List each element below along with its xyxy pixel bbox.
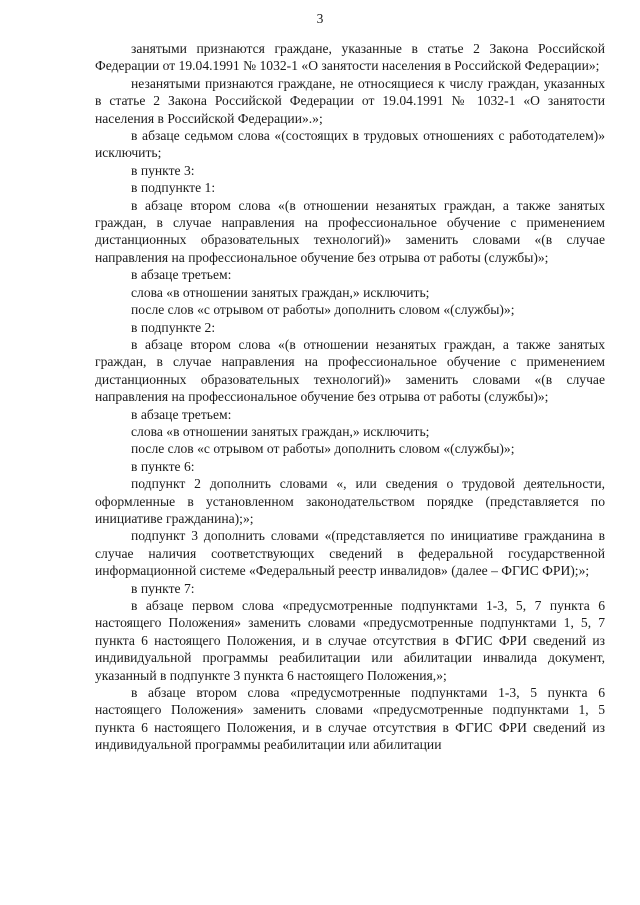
paragraph: подпункт 2 дополнить словами «, или сведения о трудовой деятельности, оформленные в установленном законодательством порядке (представляется по инициативе гражданина);»; [95, 476, 605, 526]
paragraph: занятыми признаются граждане, указанные в статье 2 Закона Российской Федерации от 19.04.1991 № 1032-1 «О занятости населения в Российской Федерации»; [95, 41, 605, 74]
paragraph: в абзаце седьмом слова «(состоящих в трудовых отношениях с работодателем)» исключить; [95, 128, 605, 161]
paragraph: в абзаце втором слова «(в отношении незанятых граждан, а также занятых граждан, в случае направления на профессиональное обучение с применением дистанционных образовательных технологий)» заменить словами «(в случае направления на профессиональное обучение без отрыва от работы (службы)»; [95, 197, 605, 265]
paragraph: в пункте 3: [131, 162, 195, 178]
paragraph: в абзаце третьем: [131, 267, 232, 283]
paragraph: в абзаце втором слова «предусмотренные подпунктами 1-3, 5 пункта 6 настоящего Положения» заменить словами «предусмотренные подпунктами 1, 5 пункта 6 настоящего Положения, и в случае отсутствия в ФГИС ФРИ сведений из индивидуальной программы реабилитации или абилитации [95, 685, 605, 753]
paragraph: слова «в отношении занятых граждан,» исключить; [131, 423, 430, 439]
paragraph: в абзаце первом слова «предусмотренные подпунктами 1-3, 5, 7 пункта 6 настоящего Положения» заменить словами «предусмотренные подпунктами 1, 5, 7 пункта 6 настоящего Положения, и в случае отсутствия в ФГИС ФРИ сведений из индивидуальной программы реабилитации или абилитации инвалида документ, указанный в подпункте 3 пункта 6 настоящего Положения,»; [95, 598, 605, 683]
paragraph: в абзаце третьем: [131, 406, 232, 422]
paragraph: в подпункте 2: [131, 319, 216, 335]
paragraph: после слов «с отрывом от работы» дополнить словом «(службы)»; [131, 441, 515, 457]
paragraph: незанятыми признаются граждане, не относящиеся к числу граждан, указанных в статье 2 Закона Российской Федерации от 19.04.1991 № 1032-1 «О занятости населения в Российской Федерации».»; [95, 75, 605, 126]
paragraph: в подпункте 1: [131, 180, 216, 196]
paragraph: в пункте 7: [131, 580, 195, 596]
paragraph: слова «в отношении занятых граждан,» исключить; [131, 284, 430, 300]
document-body [95, 40, 605, 754]
paragraph: в пункте 6: [131, 458, 195, 474]
paragraph: после слов «с отрывом от работы» дополнить словом «(службы)»; [131, 302, 515, 318]
page-number: 3 [316, 11, 324, 26]
paragraph: подпункт 3 дополнить словами «(представляется по инициативе гражданина в случае наличия соответствующих сведений в федеральной государственной информационной системе «Федеральный реестр инвалидов» (далее – ФГИС ФРИ);»; [95, 528, 605, 579]
paragraph: в абзаце втором слова «(в отношении незанятых граждан, а также занятых граждан, в случае направления на профессиональное обучение с применением дистанционных образовательных технологий)» заменить словами «(в случае направления на профессиональное обучение без отрыва от работы (службы)»; [95, 336, 605, 405]
